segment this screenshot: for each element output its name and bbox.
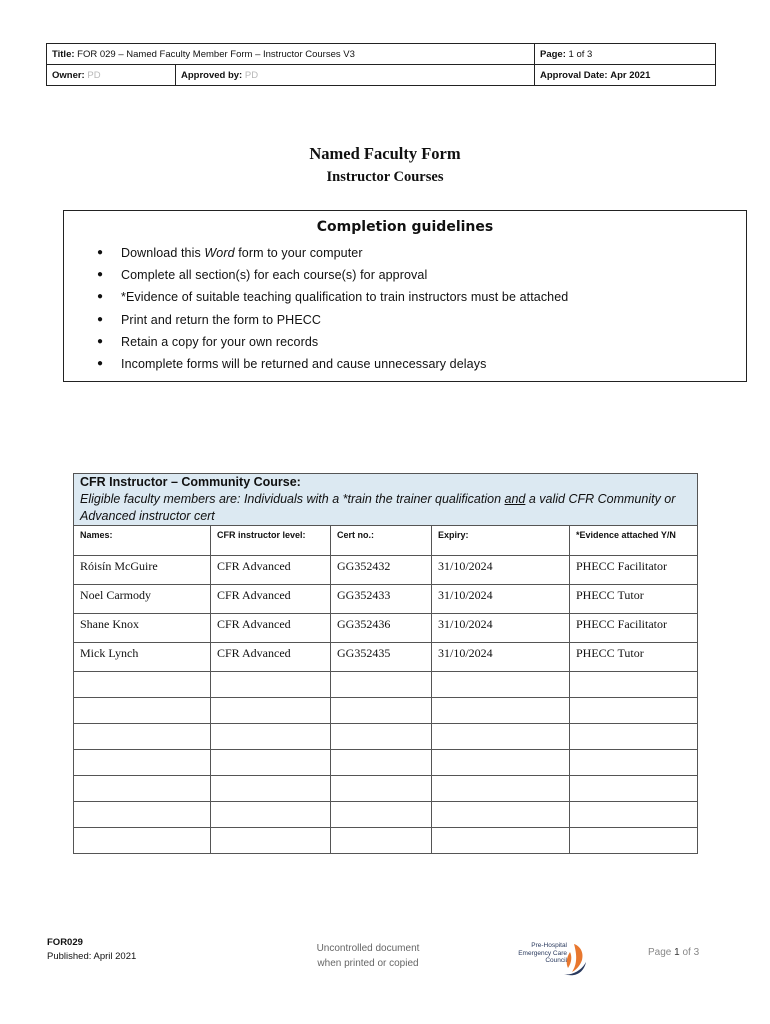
col-expiry: Expiry: [432, 526, 570, 556]
empty-cell[interactable] [570, 828, 698, 854]
bullet-icon: ● [97, 335, 104, 347]
page-current: 1 [674, 947, 680, 958]
guideline-emphasis: Word [204, 246, 235, 260]
cell-cert[interactable]: GG352435 [331, 643, 432, 672]
empty-cell[interactable] [331, 724, 432, 750]
page-prefix: Page [648, 947, 675, 958]
empty-cell[interactable] [74, 776, 211, 802]
footer-page-number [648, 947, 699, 958]
guideline-text: Complete all section(s) for each course(s) for approval [121, 268, 428, 283]
empty-cell[interactable] [74, 750, 211, 776]
guideline-text: Incomplete forms will be returned and cause unnecessary delays [121, 356, 487, 371]
owner-cell [47, 65, 176, 86]
course-title: CFR Instructor – Community Course: [80, 475, 301, 489]
empty-cell[interactable] [331, 672, 432, 698]
col-cert: Cert no.: [331, 526, 432, 556]
cell-expiry[interactable]: 31/10/2024 [432, 585, 570, 614]
cell-cert[interactable]: GG352436 [331, 614, 432, 643]
empty-cell[interactable] [211, 698, 331, 724]
empty-cell[interactable] [432, 724, 570, 750]
empty-cell[interactable] [570, 672, 698, 698]
empty-cell[interactable] [331, 802, 432, 828]
approval-date-cell [535, 65, 716, 86]
cell-name[interactable]: Mick Lynch [74, 643, 211, 672]
col-level: CFR instructor level: [211, 526, 331, 556]
page-cell [535, 44, 716, 65]
approval-date-label: Approval Date: [540, 69, 608, 81]
cell-level[interactable]: CFR Advanced [211, 585, 331, 614]
guideline-item [89, 331, 568, 353]
guideline-item [89, 309, 568, 331]
guideline-text-end: form to your computer [234, 246, 363, 260]
empty-row [74, 750, 698, 776]
footer-uncontrolled-notice [293, 941, 443, 971]
empty-cell[interactable] [74, 724, 211, 750]
approval-date-value: Apr 2021 [610, 69, 651, 81]
logo-line-1: Pre-Hospital [531, 942, 567, 949]
owner-value: PD [87, 69, 101, 81]
cell-evidence[interactable]: PHECC Facilitator [570, 614, 698, 643]
page-label: Page: [540, 48, 566, 60]
empty-cell[interactable] [331, 828, 432, 854]
col-evidence: *Evidence attached Y/N [570, 526, 698, 556]
empty-cell[interactable] [432, 672, 570, 698]
empty-cell[interactable] [211, 802, 331, 828]
owner-label: Owner: [52, 69, 85, 81]
col-names: Names: [74, 526, 211, 556]
cell-expiry[interactable]: 31/10/2024 [432, 556, 570, 585]
footer-left [47, 936, 136, 964]
bullet-icon: ● [97, 291, 104, 303]
empty-cell[interactable] [570, 776, 698, 802]
bullet-icon: ● [97, 357, 104, 369]
document-header-table [46, 43, 716, 86]
cell-evidence[interactable]: PHECC Tutor [570, 585, 698, 614]
bullet-icon: ● [97, 269, 104, 281]
completion-guidelines-box [63, 210, 747, 382]
phecc-logo [506, 938, 596, 978]
empty-cell[interactable] [74, 672, 211, 698]
cell-evidence[interactable]: PHECC Tutor [570, 643, 698, 672]
empty-row [74, 776, 698, 802]
empty-cell[interactable] [211, 776, 331, 802]
empty-cell[interactable] [432, 698, 570, 724]
cell-name[interactable]: Noel Carmody [74, 585, 211, 614]
page-suffix: of 3 [679, 947, 700, 958]
empty-cell[interactable] [570, 802, 698, 828]
guideline-text: Print and return the form to PHECC [121, 312, 322, 327]
cell-cert[interactable]: GG352432 [331, 556, 432, 585]
empty-cell[interactable] [331, 776, 432, 802]
cell-name[interactable]: Róisín McGuire [74, 556, 211, 585]
guidelines-list [89, 242, 568, 375]
empty-cell[interactable] [331, 698, 432, 724]
title-value: FOR 029 – Named Faculty Member Form – Instructor Courses V3 [77, 48, 355, 60]
phecc-logo-mark-icon [506, 938, 596, 978]
cell-level[interactable]: CFR Advanced [211, 556, 331, 585]
footer-form-code: FOR029 [47, 937, 83, 948]
empty-cell[interactable] [211, 724, 331, 750]
empty-cell[interactable] [211, 828, 331, 854]
table-row [74, 614, 698, 643]
document-title: Named Faculty Form [309, 144, 461, 163]
empty-cell[interactable] [432, 776, 570, 802]
empty-cell[interactable] [432, 750, 570, 776]
approved-by-value: PD [244, 69, 259, 81]
empty-cell[interactable] [331, 750, 432, 776]
uncontrolled-line-1: Uncontrolled document [316, 943, 420, 954]
page-value: 1 of 3 [568, 48, 593, 60]
eligibility-text-2: a valid CFR Community or Advanced instructor cert [80, 492, 676, 523]
title-label: Title: [52, 48, 75, 60]
approved-by-label: Approved by: [181, 69, 243, 81]
logo-line-3: Council [545, 957, 567, 964]
empty-row [74, 672, 698, 698]
course-section-header [74, 474, 698, 526]
course-table [73, 473, 698, 854]
empty-cell[interactable] [570, 724, 698, 750]
empty-cell[interactable] [570, 698, 698, 724]
cell-cert[interactable]: GG352433 [331, 585, 432, 614]
eligibility-and: and [504, 492, 526, 506]
bullet-icon: ● [97, 247, 104, 258]
document-subtitle: Instructor Courses [326, 169, 444, 185]
guideline-item [89, 286, 568, 308]
logo-line-2: Emergency Care [518, 949, 567, 957]
empty-row [74, 802, 698, 828]
title-cell [47, 44, 535, 65]
approved-by-cell [176, 65, 535, 86]
cell-name[interactable]: Shane Knox [74, 614, 211, 643]
guideline-text: *Evidence of suitable teaching qualification to train instructors must be attached [121, 290, 569, 305]
guideline-text: Retain a copy for your own records [121, 334, 319, 349]
cell-level[interactable]: CFR Advanced [211, 643, 331, 672]
table-row [74, 585, 698, 614]
table-row [74, 556, 698, 585]
course-eligibility [80, 491, 691, 525]
empty-row [74, 828, 698, 854]
footer-published: Published: April 2021 [47, 951, 137, 962]
empty-cell[interactable] [74, 802, 211, 828]
guideline-text: Download this [121, 246, 205, 260]
empty-cell[interactable] [432, 802, 570, 828]
empty-cell[interactable] [211, 750, 331, 776]
cell-level[interactable]: CFR Advanced [211, 614, 331, 643]
guideline-item [89, 264, 568, 286]
cell-expiry[interactable]: 31/10/2024 [432, 614, 570, 643]
cell-evidence[interactable]: PHECC Facilitator [570, 556, 698, 585]
bullet-icon: ● [97, 313, 104, 325]
guideline-item [89, 353, 568, 375]
empty-cell[interactable] [570, 750, 698, 776]
column-header-row [74, 526, 698, 556]
cell-expiry[interactable]: 31/10/2024 [432, 643, 570, 672]
empty-row [74, 724, 698, 750]
empty-cell[interactable] [74, 698, 211, 724]
guideline-item [89, 242, 568, 264]
guidelines-heading: Completion guidelines [316, 219, 494, 235]
empty-row [74, 698, 698, 724]
empty-cell[interactable] [211, 672, 331, 698]
table-row [74, 643, 698, 672]
empty-cell[interactable] [432, 828, 570, 854]
eligibility-text-1: Eligible faculty members are: Individuals with a *train the trainer qualification [80, 492, 505, 506]
empty-cell[interactable] [74, 828, 211, 854]
uncontrolled-line-2: when printed or copied [317, 958, 419, 969]
